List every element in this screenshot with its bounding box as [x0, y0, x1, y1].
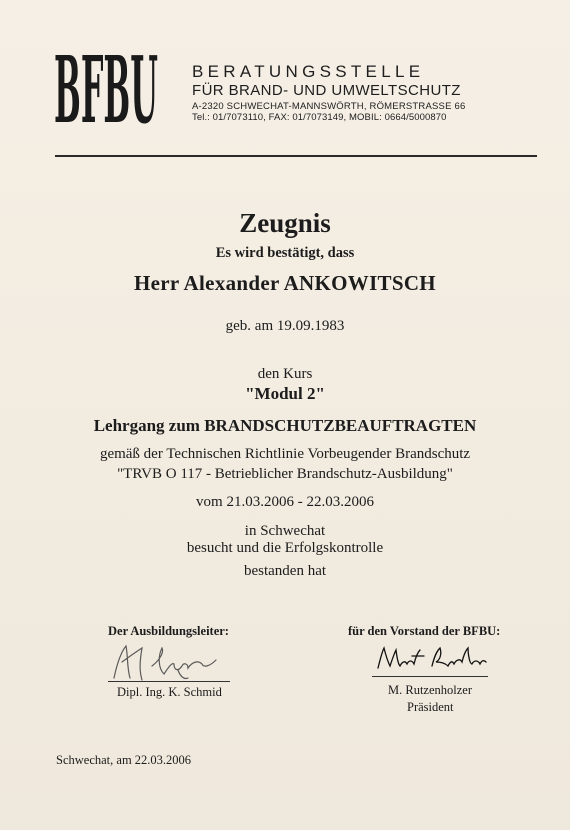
attended-text: besucht und die Erfolgskontrolle [186, 540, 384, 556]
right-signatory-name: M. Rutzenholzer [388, 683, 473, 697]
org-contact: Tel.: 01/7073110, FAX: 01/7073149, MOBIL: 0664/5000870 [192, 112, 447, 123]
org-address: A-2320 SCHWECHAT-MANNSWÖRTH, RÖMERSTRASSE 66 [192, 101, 466, 112]
recipient-name: Herr Alexander ANKOWITSCH [134, 271, 436, 295]
bfbu-logo [52, 42, 160, 134]
logo-text: BFBU [54, 42, 158, 134]
right-signature-heading: für den Vorstand der BFBU: [348, 624, 501, 638]
right-handwritten-signature [372, 642, 492, 676]
left-signature-line [108, 681, 230, 682]
left-signatory-name: Dipl. Ing. K. Schmid [117, 685, 222, 699]
course-intro: den Kurs [257, 366, 313, 382]
course-title: Lehrgang zum BRANDSCHUTZBEAUFTRAGTEN [93, 416, 477, 435]
course-location: in Schwechat [244, 523, 326, 539]
org-name-line2: FÜR BRAND- UND UMWELTSCHUTZ [192, 82, 461, 99]
right-signature-line [372, 676, 488, 677]
birth-date: geb. am 19.09.1983 [225, 318, 345, 334]
certificate-title: Zeugnis [239, 208, 331, 238]
left-signature-heading: Der Ausbildungsleiter: [108, 624, 229, 638]
guideline-intro: gemäß der Technischen Richtlinie Vorbeugender Brandschutz [99, 446, 471, 462]
place-and-date: Schwechat, am 22.03.2006 [56, 753, 192, 767]
org-name-line1: BERATUNGSSTELLE [192, 62, 425, 81]
confirmation-text: Es wird bestätigt, dass [215, 245, 355, 261]
guideline-name: "TRVB O 117 - Betrieblicher Brandschutz-Ausbildung" [117, 466, 453, 482]
course-module: "Modul 2" [245, 384, 325, 403]
header-divider [55, 155, 537, 157]
passed-text: bestanden hat [243, 563, 327, 579]
right-signatory-role: Präsident [407, 700, 454, 714]
left-handwritten-signature [108, 638, 234, 686]
organization-block [192, 62, 522, 123]
course-period: vom 21.03.2006 - 22.03.2006 [196, 494, 374, 510]
